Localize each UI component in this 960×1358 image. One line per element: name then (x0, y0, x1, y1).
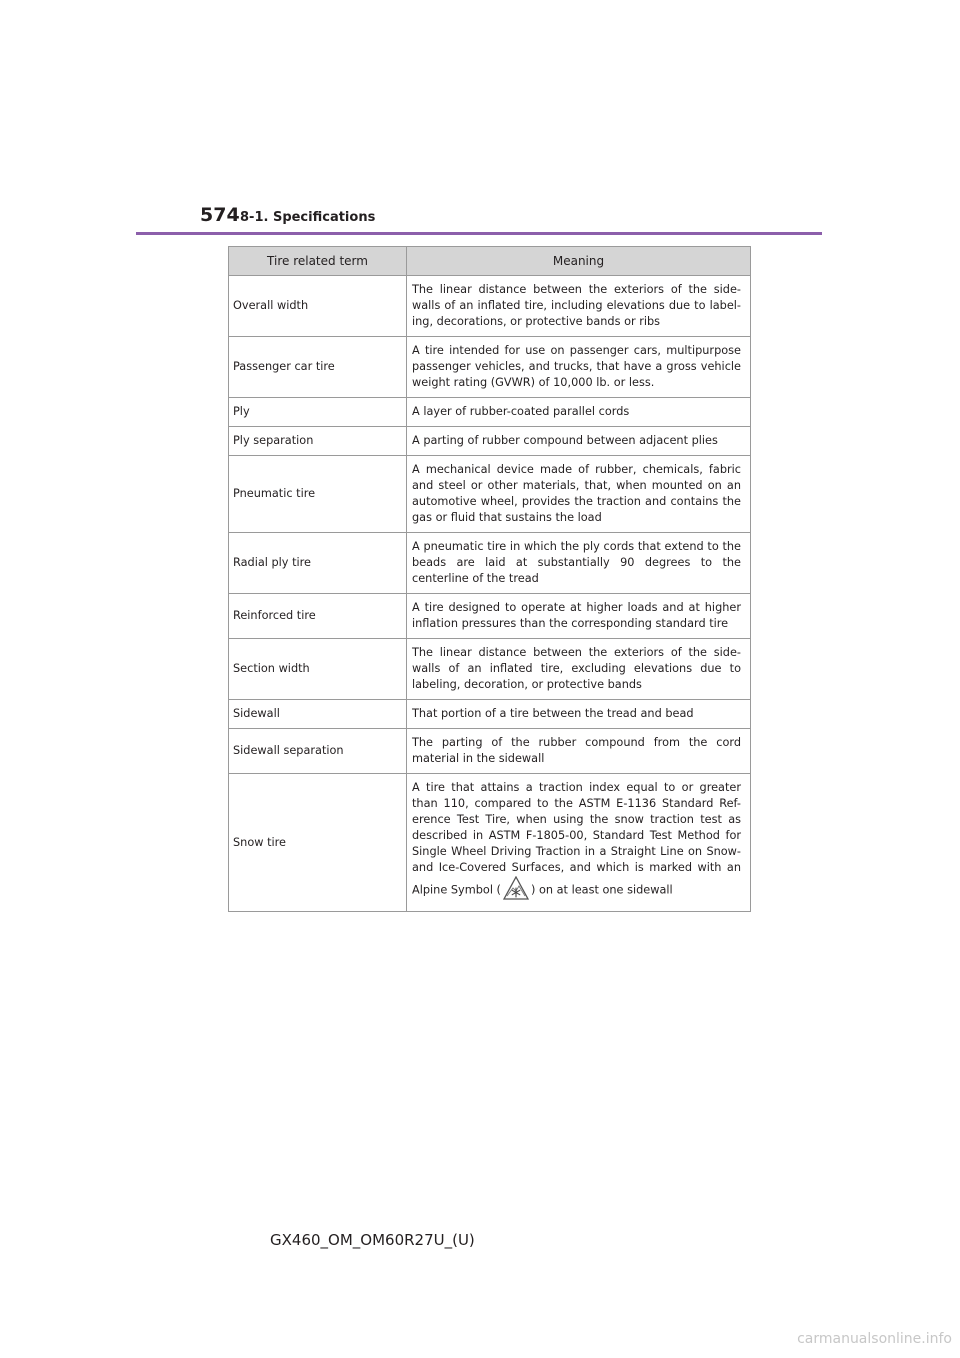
meaning-cell: That portion of a tire between the tread and bead (407, 700, 751, 729)
meaning-cell (407, 774, 751, 912)
term-cell: Ply separation (229, 427, 407, 456)
term-cell: Sidewall (229, 700, 407, 729)
meaning-cell: The linear distance between the exteriors of the side-walls of an inflated tire, excluding elevations due to labeling, decoration, or protective bands (407, 639, 751, 700)
table-row (229, 427, 751, 456)
tire-terms-table (228, 246, 751, 912)
meaning-cell: A pneumatic tire in which the ply cords that extend to the beads are laid at substantially 90 degrees to the centerline of the tread (407, 533, 751, 594)
term-cell: Pneumatic tire (229, 456, 407, 533)
meaning-cell: A parting of rubber compound between adjacent plies (407, 427, 751, 456)
table-row (229, 276, 751, 337)
meaning-cell: A tire designed to operate at higher loads and at higher inflation pressures than the corresponding standard tire (407, 594, 751, 639)
section-title: 8-1. Specifications (240, 210, 376, 225)
table-row (229, 337, 751, 398)
table-row (229, 729, 751, 774)
page-number: 574 (200, 204, 240, 226)
table-row (229, 456, 751, 533)
watermark: carmanualsonline.info (797, 1331, 952, 1347)
term-cell: Overall width (229, 276, 407, 337)
term-cell: Snow tire (229, 774, 407, 912)
meaning-cell: The parting of the rubber compound from the cord material in the sidewall (407, 729, 751, 774)
meaning-cell: A tire intended for use on passenger cars, multipurpose passenger vehicles, and trucks, that have a gross vehicle weight rating (GVWR) of 10,000 lb. or less. (407, 337, 751, 398)
term-cell: Reinforced tire (229, 594, 407, 639)
table-row (229, 700, 751, 729)
term-cell: Sidewall separation (229, 729, 407, 774)
table-row (229, 533, 751, 594)
meaning-cell: A mechanical device made of rubber, chemicals, fabric and steel or other materials, that, when mounted on an automotive wheel, provides the traction and contains the gas or fluid that sustains the load (407, 456, 751, 533)
table-header-row (229, 247, 751, 276)
header-rule (136, 232, 822, 235)
term-cell: Section width (229, 639, 407, 700)
page-header (200, 204, 375, 226)
meaning-cell: A layer of rubber-coated parallel cords (407, 398, 751, 427)
table-row (229, 774, 751, 912)
term-cell: Passenger car tire (229, 337, 407, 398)
column-header-meaning: Meaning (407, 247, 751, 276)
term-cell: Ply (229, 398, 407, 427)
table-row (229, 639, 751, 700)
term-cell: Radial ply tire (229, 533, 407, 594)
column-header-term: Tire related term (229, 247, 407, 276)
meaning-text-before-icon: A tire that attains a traction index equal to or greater than 110, compared to the ASTM E-1136 Standard Ref-erence Test Tire, when using the snow traction test as described in ASTM F-1805-00, Standard Test Method for Single Wheel Driving Traction in a Straight Line on Snow-and Ice-Covered Surfaces, and which is marked with an Alpine Symbol ( (412, 781, 741, 897)
meaning-text-after-icon: ) on at least one sidewall (530, 883, 673, 897)
alpine-symbol-icon (503, 876, 529, 905)
table-row (229, 594, 751, 639)
meaning-cell: The linear distance between the exteriors of the side-walls of an inflated tire, including elevations due to label-ing, decorations, or protective bands or ribs (407, 276, 751, 337)
table-row (229, 398, 751, 427)
document-code: GX460_OM_OM60R27U_(U) (270, 1231, 475, 1249)
